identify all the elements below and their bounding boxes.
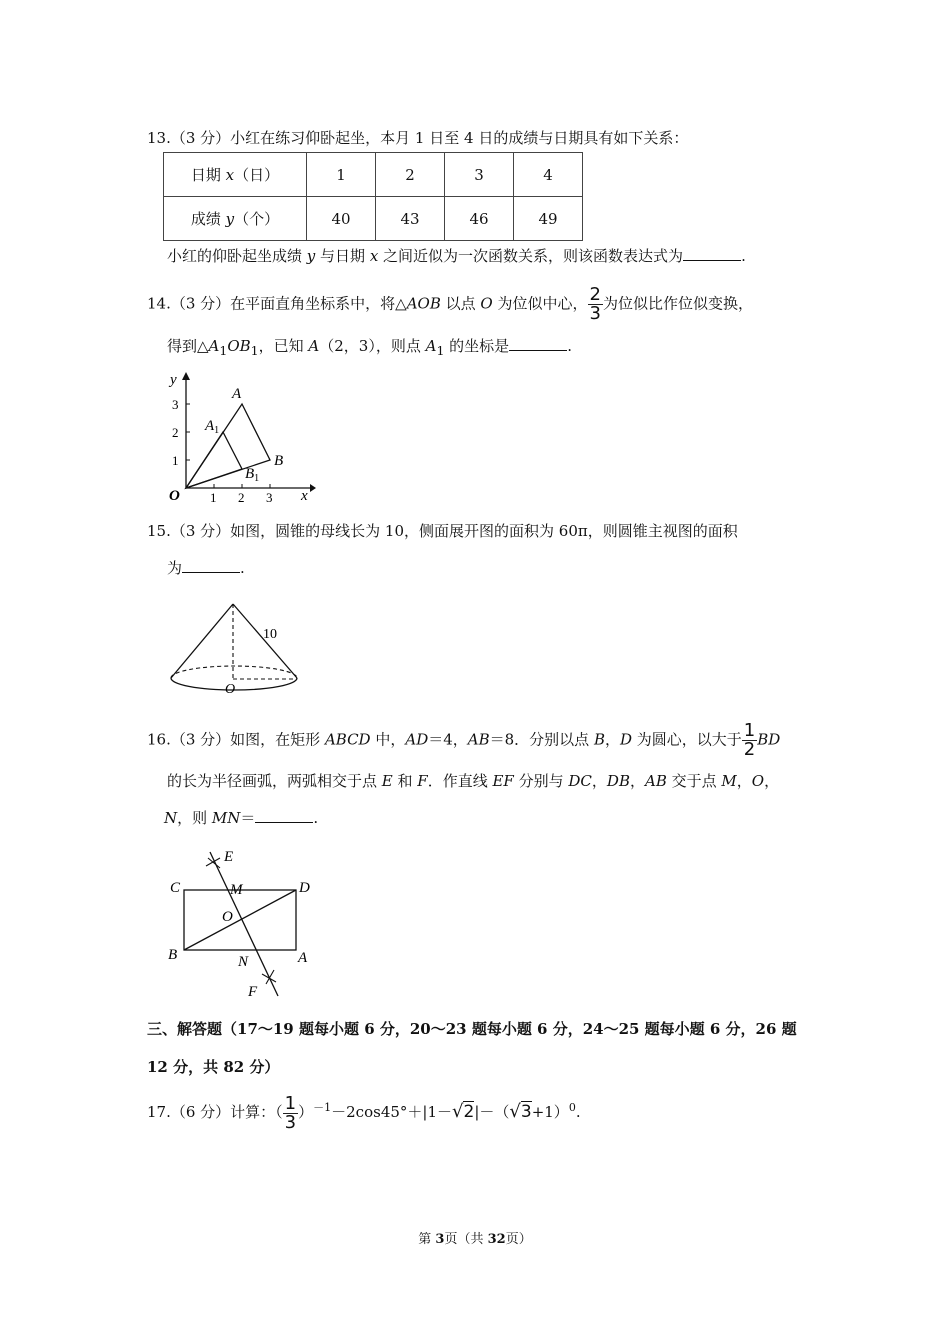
cone-base-back (171, 666, 297, 678)
table-cell: 40 (307, 197, 376, 241)
point-d-label: D (299, 880, 310, 896)
point-b-label: B (168, 947, 178, 963)
q13-body: 小红的仰卧起坐成绩 y 与日期 x 之间近似为一次函数关系，则该函数表达式为 . (167, 247, 746, 265)
radicand: 3 (520, 1102, 532, 1122)
tick-label: 2 (172, 425, 179, 440)
table-row (164, 153, 583, 197)
section-heading-line2: 12 分，共 82 分） (147, 1058, 280, 1076)
tick-label: 3 (172, 397, 179, 412)
point-a1-label: $A_1$ (205, 418, 220, 436)
table-cell: 46 (445, 197, 514, 241)
table-cell: 3 (445, 153, 514, 197)
q16-rectangle-figure (162, 844, 322, 1002)
tick-label: 1 (172, 453, 179, 468)
line-ef (210, 852, 278, 996)
fraction: $\frac{1}{3}$ (284, 1092, 297, 1133)
q17-expression: 17.（6 分）计算：（ $\frac{1}{3}$ ）$^{-1}-2\cos 45^\circ+|1-√2|-(√3+1)^0$. (147, 1092, 581, 1133)
table-cell: 43 (376, 197, 445, 241)
answer-blank (509, 336, 567, 351)
fraction: $\frac{1}{2}$ (743, 720, 756, 760)
x-axis-arrow (310, 484, 316, 492)
point-b1-label: $B_1$ (245, 466, 260, 484)
q15-cone-figure (165, 596, 305, 698)
q15-line2: 为 . (167, 559, 245, 577)
point-c-label: C (170, 880, 181, 896)
table-cell: 1 (307, 153, 376, 197)
q16-heading: 16.（3 分）如图，在矩形 ABCD 中，AD＝4，AB＝8．分别以点 B，D 为圆心，以大于 $\frac{1}{2}$ BD (147, 720, 781, 760)
point-f-label: F (248, 984, 258, 1000)
triangle-a1ob1 (186, 432, 242, 488)
q14-figure (162, 366, 322, 506)
answer-blank (255, 808, 313, 823)
table-header-cell: 日期 x（日） (164, 153, 307, 197)
sqrt-symbol: √ (509, 1101, 521, 1122)
point-e-label: E (224, 849, 234, 865)
diagonal-bd (184, 890, 296, 950)
center-o-label: O (225, 682, 236, 697)
table-cell: 49 (514, 197, 583, 241)
point-n-label: N (238, 954, 249, 970)
section-heading: 三、解答题（17～19 题每小题 6 分，20～23 题每小题 6 分，24～25 题每小题 6 分，26 题 (147, 1020, 797, 1038)
q16-line3: N，则 MN＝ . (164, 809, 319, 827)
point-o-label: O (222, 909, 233, 925)
page-footer: 第 3页（共 32页） (418, 1232, 532, 1247)
table-cell: 4 (514, 153, 583, 197)
tick-label: 3 (266, 490, 273, 505)
answer-blank (683, 246, 741, 261)
tick-label: 2 (238, 490, 245, 505)
answer-blank (182, 558, 240, 573)
point-a-label: A (232, 386, 242, 402)
point-b-label: B (274, 453, 284, 469)
sqrt-symbol: √ (452, 1101, 464, 1122)
table-row (164, 197, 583, 241)
q14-heading: 14.（3 分）在平面直角坐标系中，将△AOB 以点 O 为位似中心， $\frac{2}{3}$ 为位似比作位似变换， (147, 284, 753, 324)
fraction: $\frac{2}{3}$ (589, 284, 601, 324)
q13-table (163, 152, 583, 241)
q16-line2: 的长为半径画弧，两弧相交于点 E 和 F．作直线 EF 分别与 DC，DB，AB 交于点 M，O， (167, 772, 780, 790)
y-axis-label: y (170, 372, 177, 388)
x-axis-label: x (301, 488, 308, 504)
slant-length-label: 10 (263, 627, 277, 642)
point-m-label: M (230, 882, 243, 898)
cone-slant (171, 604, 297, 678)
tick-label: 1 (210, 490, 217, 505)
point-a-label: A (298, 950, 308, 966)
table-header-cell: 成绩 y（个） (164, 197, 307, 241)
q14-line2: 得到$\triangle A_1OB_1$，已知 A（2，3），则点 $A_1$ 的坐标是 . (167, 337, 572, 358)
table-cell: 2 (376, 153, 445, 197)
y-axis-arrow (182, 372, 190, 380)
origin-label: O (169, 488, 180, 504)
q13-heading: 13.（3 分）小红在练习仰卧起坐，本月 1 日至 4 日的成绩与日期具有如下关系： (147, 129, 689, 147)
radicand: 2 (463, 1102, 475, 1122)
q15-heading: 15.（3 分）如图，圆锥的母线长为 10，侧面展开图的面积为 60π，则圆锥主视图的面积 (147, 522, 738, 540)
